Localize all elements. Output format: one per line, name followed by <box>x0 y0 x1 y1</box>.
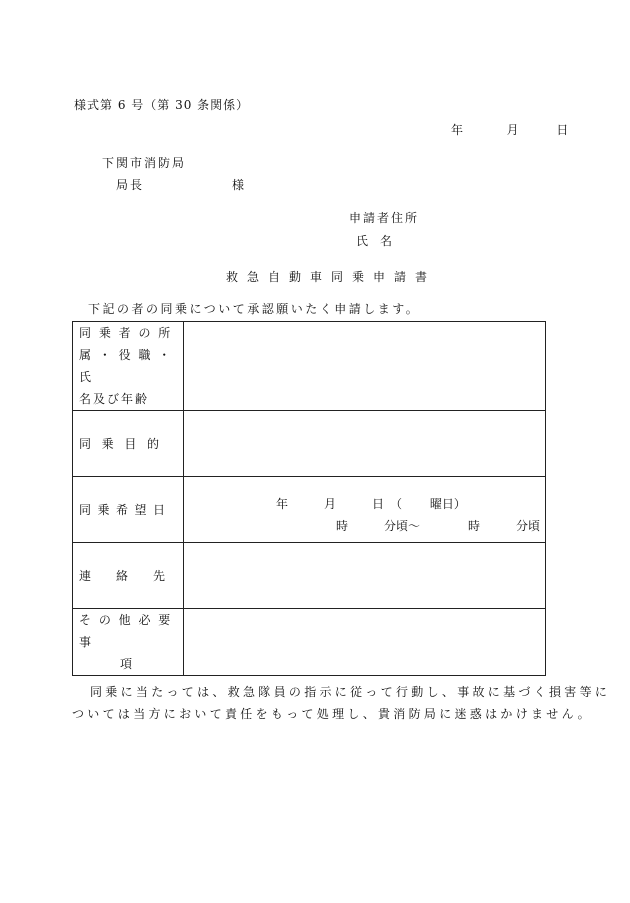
desired-date-label <box>73 477 184 543</box>
other-matters-label <box>73 609 184 676</box>
passenger-info-field[interactable] <box>184 322 546 411</box>
label-char: 日 <box>152 502 167 517</box>
label-char: 連 <box>79 568 94 583</box>
closing-statement-line: ついては当方において責任をもって処理し、貴消防局に迷惑はかけません。 <box>72 707 593 721</box>
label-line: 名及び年齢 <box>79 392 150 406</box>
addressee-title: 局長 <box>116 178 145 192</box>
table-row <box>73 322 546 411</box>
label-line: 属 ・ 役 職 ・ 氏 <box>79 348 173 384</box>
application-table <box>72 321 546 676</box>
addressee-organization: 下関市消防局 <box>102 156 187 170</box>
contact-label <box>73 543 184 609</box>
desired-time-template: 時 分頃～ 時 分頃 <box>336 519 541 533</box>
table-row <box>73 609 546 676</box>
label-char: 先 <box>152 568 167 583</box>
label-char: 乗 <box>97 502 112 517</box>
date-month-label: 月 <box>506 123 519 137</box>
label-char: 同 <box>79 436 94 451</box>
date-day-label: 日 <box>556 123 569 137</box>
contact-field[interactable] <box>184 543 546 609</box>
label-char: 目 <box>124 436 139 451</box>
label-line: そ の 他 必 要 事 <box>79 613 173 649</box>
label-char: 望 <box>134 502 149 517</box>
date-year-label: 年 <box>451 123 464 137</box>
label-char: 同 <box>79 502 94 517</box>
table-row <box>73 477 546 543</box>
label-char: 希 <box>115 502 130 517</box>
ride-purpose-field[interactable] <box>184 411 546 477</box>
table-row <box>73 543 546 609</box>
other-matters-field[interactable] <box>184 609 546 676</box>
label-line: 同 乗 者 の 所 <box>79 326 173 340</box>
document-title: 救急自動車同乗申請書 <box>226 270 437 284</box>
applicant-address-label: 申請者住所 <box>349 211 420 225</box>
ride-purpose-label <box>73 411 184 477</box>
form-number: 様式第 6 号（第 30 条関係） <box>74 98 250 112</box>
applicant-name-label: 氏 名 <box>356 234 393 248</box>
label-line: 項 <box>119 657 134 671</box>
submission-date <box>451 121 568 138</box>
closing-statement-line: 同乗に当たっては、救急隊員の指示に従って行動し、事故に基づく損害等に <box>90 685 611 699</box>
desired-date-field[interactable] <box>184 477 546 543</box>
passenger-info-label <box>73 322 184 411</box>
addressee-honorific: 様 <box>232 178 245 192</box>
desired-date-template: 年 月 日 （ 曜日） <box>276 497 466 511</box>
label-char: 絡 <box>115 568 130 583</box>
request-text: 下記の者の同乗について承認願いたく申請します。 <box>88 302 421 316</box>
table-row <box>73 411 546 477</box>
label-char: 的 <box>146 436 161 451</box>
label-char: 乗 <box>101 436 116 451</box>
